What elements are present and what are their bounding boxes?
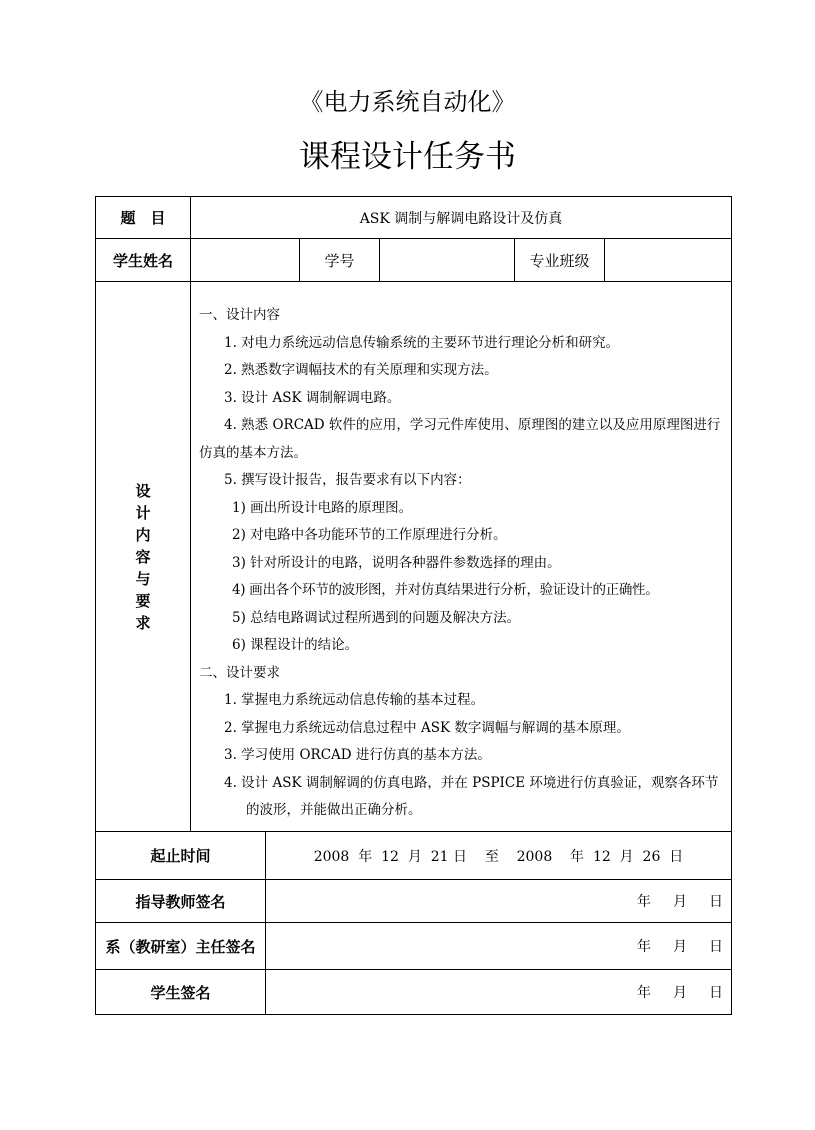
student-id-label: 学号: [299, 238, 380, 282]
content-requirements-label: [95, 281, 191, 832]
list-item: 4. 熟悉 ORCAD 软件的应用，学习元件库使用、原理图的建立以及应用原理图进行仿真的基本方法。: [199, 417, 721, 461]
list-item: 2. 熟悉数字调幅技术的有关原理和实现方法。: [224, 362, 498, 378]
label-char: 计: [135, 503, 151, 522]
student-name-label: 学生姓名: [95, 238, 191, 282]
list-item: 3. 设计 ASK 调制解调电路。: [224, 389, 401, 406]
director-sign-label: 系（教研室）主任签名: [95, 922, 266, 970]
date-year: 年: [637, 894, 651, 910]
sub-list-item: 1) 画出所设计电路的原理图。: [232, 499, 413, 516]
list-item: 5. 撰写设计报告，报告要求有以下内容：: [224, 472, 471, 488]
list-item: 1. 对电力系统远动信息传输系统的主要环节进行理论分析和研究。: [224, 334, 620, 351]
student-id-field[interactable]: [379, 238, 515, 282]
label-char: 内: [135, 525, 151, 544]
date-day: 日: [709, 939, 723, 955]
topic-label: 题 目: [95, 196, 191, 239]
student-sign-field[interactable]: [265, 969, 732, 1015]
director-sign-field[interactable]: [265, 922, 732, 970]
advisor-sign-label: 指导教师签名: [95, 879, 266, 923]
label-char: 求: [135, 613, 151, 632]
period-value: 2008 年 12 月 21 日 至 2008 年 12 月 26 日: [265, 831, 732, 880]
date-month: 月: [673, 894, 687, 910]
label-char: 要: [135, 591, 151, 610]
student-sign-label: 学生签名: [95, 969, 266, 1015]
sub-list-item: 4) 画出各个环节的波形图，并对仿真结果进行分析，验证设计的正确性。: [232, 582, 659, 598]
section-heading: 二、设计要求: [199, 664, 280, 681]
list-item: 2. 掌握电力系统远动信息过程中 ASK 数字调幅与解调的基本原理。: [224, 719, 630, 736]
date-month: 月: [673, 939, 687, 955]
list-item: 3. 学习使用 ORCAD 进行仿真的基本方法。: [224, 747, 491, 763]
date-day: 日: [709, 985, 723, 1001]
list-item: 4. 设计 ASK 调制解调的仿真电路，并在 PSPICE 环境进行仿真验证，观察各环节的波形，并能做出正确分析。: [224, 774, 719, 818]
list-item: 1. 掌握电力系统远动信息传输的基本过程。: [224, 692, 485, 708]
label-char: 设: [135, 481, 151, 500]
date-day: 日: [709, 894, 723, 910]
section-heading: 一、设计内容: [199, 307, 280, 323]
sub-list-item: 2) 对电路中各功能环节的工作原理进行分析。: [232, 527, 507, 543]
topic-value: ASK 调制与解调电路设计及仿真: [190, 196, 732, 239]
date-year: 年: [637, 939, 651, 955]
date-year: 年: [637, 985, 651, 1001]
sub-list-item: 5) 总结电路调试过程所遇到的问题及解决方法。: [232, 609, 521, 626]
class-field[interactable]: [604, 238, 732, 282]
student-name-field[interactable]: [190, 238, 300, 282]
advisor-sign-field[interactable]: [265, 879, 732, 923]
content-requirements-body: [190, 281, 732, 832]
sub-list-item: 6) 课程设计的结论。: [232, 637, 359, 653]
sub-list-item: 3) 针对所设计的电路，说明各种器件参数选择的理由。: [232, 554, 561, 571]
label-char: 容: [135, 547, 151, 566]
class-label: 专业班级: [514, 238, 605, 282]
label-char: 与: [135, 569, 151, 588]
document-subtitle: 课程设计任务书: [299, 139, 516, 175]
document-title: 《电力系统自动化》: [299, 88, 516, 116]
period-label: 起止时间: [95, 831, 266, 880]
date-month: 月: [673, 985, 687, 1001]
